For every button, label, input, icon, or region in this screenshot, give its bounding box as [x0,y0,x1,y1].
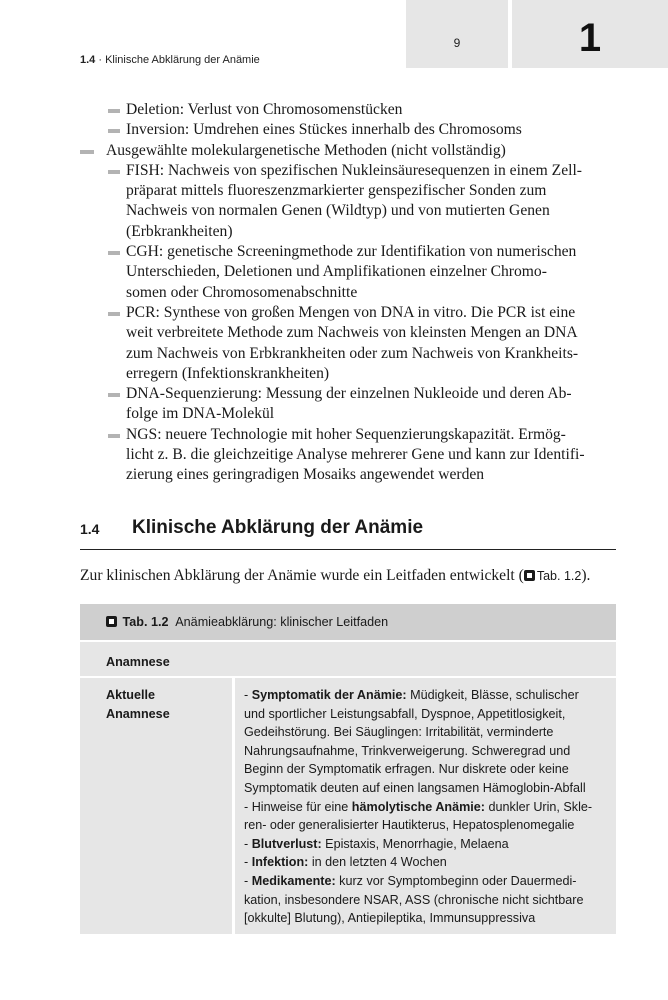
table-reference-link[interactable] [524,569,581,583]
running-head-title: Klinische Abklärung der Anämie [105,54,260,66]
table-divider [80,640,616,642]
table-icon [106,616,117,627]
list-item-line: licht z. B. die gleichzeitige Analyse mehrerer Gene und kann zur Identifi- [126,446,585,464]
list-item-line: CGH: genetische Screeningmethode zur Identifikation von numerischen [126,243,577,261]
table-cell-line [244,760,612,779]
intro-paragraph [80,566,640,586]
table-column-divider [232,678,235,934]
text-run: Müdigkeit, Blässe, schulischer [406,688,579,702]
list-item [80,161,616,242]
text-run: dunkler Urin, Skle- [485,799,593,814]
list-item-line: weit verbreitete Methode zum Nachweis von kleinsten Mengen an DNA [126,324,578,342]
bullet-dash-icon [80,150,94,154]
bullet-dash-icon [108,129,120,133]
list-item-line: NGS: neuere Technologie mit hoher Sequenzierungskapazität. Ermög- [126,425,566,443]
table-cell-line [244,909,612,928]
bold-term: Infektion: [251,855,309,870]
section-title: Klinische Abklärung der Anämie [132,517,424,538]
list-item-line: zum Nachweis von Erbkrankheiten oder zum Nachweis von Krankheits- [126,344,579,362]
list-item-line: Nachweis von normalen Genen (Wildtyp) und von mutierten Genen [126,202,550,220]
table-cell-line [244,779,612,798]
list-item-line: Inversion: Umdrehen eines Stückes innerhalb des Chromosoms [126,121,522,139]
text-run: kurz vor Symptombeginn oder Dauermedi- [335,873,577,888]
running-head: 1.4 · Klinische Abklärung der Anämie [80,54,260,66]
bullet-list [80,100,616,486]
table-cell-line [244,853,612,872]
text-run: - [244,688,252,702]
table-divider [80,676,616,678]
table-label: Tab. 1.2 [122,615,169,629]
text-run: Nahrungsaufnahme, Trinkverweigerung. Schweregrad und [244,743,571,758]
row-label-line: Anamnese [106,707,170,721]
bold-term: Blutverlust: [251,836,322,851]
table-ref-icon [524,570,535,581]
text-run: [okkulte] Blutung), Antiepileptika, Immunsuppressiva [244,911,536,926]
table-cell-line [244,816,612,835]
list-item-line: Deletion: Verlust von Chromosomenstücken [126,101,403,118]
table-cell-line [244,723,612,742]
table-cell-line [244,891,612,910]
table-cell-line [244,872,612,891]
text-run: in den letzten 4 Wochen [308,855,447,870]
list-item-line: Unterschieden, Deletionen und Amplifikationen einzelner Chromo- [126,263,547,281]
running-head-section: 1.4 [80,54,96,66]
page-number: 9 [453,36,461,50]
bullet-dash-icon [108,393,120,397]
list-item-line: FISH: Nachweis von spezifischen Nukleinsäuresequenzen in einem Zell- [126,161,582,179]
list-item-line: somen oder Chromosomenabschnitte [126,283,358,301]
chapter-number: 1 [578,16,602,60]
bold-term: Symptomatik der Anämie: [251,688,407,702]
list-item [80,425,616,486]
table-caption [80,604,616,640]
bullet-dash-icon [108,170,120,174]
text-run: - [244,873,252,888]
bullet-dash-icon [108,109,120,113]
table-anamnesis [80,604,616,934]
text-run: Epistaxis, Menorrhagie, Melaena [321,836,509,851]
list-item [80,384,616,425]
list-item [80,303,616,384]
table-cell-line [244,835,612,854]
bold-term: hämolytische Anämie: [351,799,486,814]
table-cell-line [244,686,612,705]
section-heading [80,517,616,550]
list-item [80,141,616,161]
list-item-line: PCR: Synthese von großen Mengen von DNA in vitro. Die PCR ist eine [126,303,576,321]
bold-term: Medikamente: [251,873,336,888]
table-cell-line [244,742,612,761]
list-item-line: folge im DNA-Molekül [126,405,275,423]
table-cell-content [244,686,612,928]
list-item-line: Ausgewählte molekulargenetische Methoden (nicht vollständig) [106,141,506,159]
table-caption-text: Anämieabklärung: klinischer Leitfaden [175,615,389,629]
bullet-dash-icon [108,312,120,316]
table-cell-line [244,798,612,817]
table-reference-label: Tab. 1.2 [536,569,582,583]
section-number: 1.4 [80,521,100,537]
list-item-line: erregern (Infektionskrankheiten) [126,364,330,382]
list-item-line: zierung eines geringradigen Mosaiks angewendet werden [126,466,485,484]
page-number-tab [406,0,508,68]
text-run: kation, insbesondere NSAR, ASS (chronische nicht sichtbare [244,892,584,907]
paragraph-text: Zur klinischen Abklärung der Anämie wurde ein Leitfaden entwickelt ( [80,567,524,584]
list-item [80,100,616,120]
paragraph-end: ). [581,567,591,584]
table-cell-line [244,705,612,724]
table-row-label [106,686,170,724]
text-run: - [244,836,252,851]
text-run: Beginn der Symptomatik erfragen. Nur diskrete oder keine [244,762,569,777]
list-item [80,242,616,303]
table-section-header: Anamnese [106,655,170,669]
row-label-line: Aktuelle [106,688,155,702]
bullet-dash-icon [108,251,120,255]
list-item-line: DNA-Sequenzierung: Messung der einzelnen Nukleoide und deren Ab- [126,385,572,403]
list-item [80,120,616,140]
text-run: Gedeihstörung. Bei Säuglingen: Irritabilität, verminderte [244,725,554,740]
list-item-line: (Erbkrankheiten) [126,222,233,240]
text-run: - [244,855,252,870]
text-run: Symptomatik deuten auf einen langsamen Hämoglobin-Abfall [244,780,586,795]
text-run: und sportlicher Leistungsabfall, Dyspnoe, Appetitlosigkeit, [244,706,566,721]
text-run: - Hinweise für eine [244,799,352,814]
list-item-line: präparat mittels fluoreszenzmarkierter genspezifischer Sonden zum [126,182,547,200]
text-run: ren- oder generalisierter Hautikterus, Hepatosplenomegalie [244,818,575,833]
bullet-dash-icon [108,434,120,438]
